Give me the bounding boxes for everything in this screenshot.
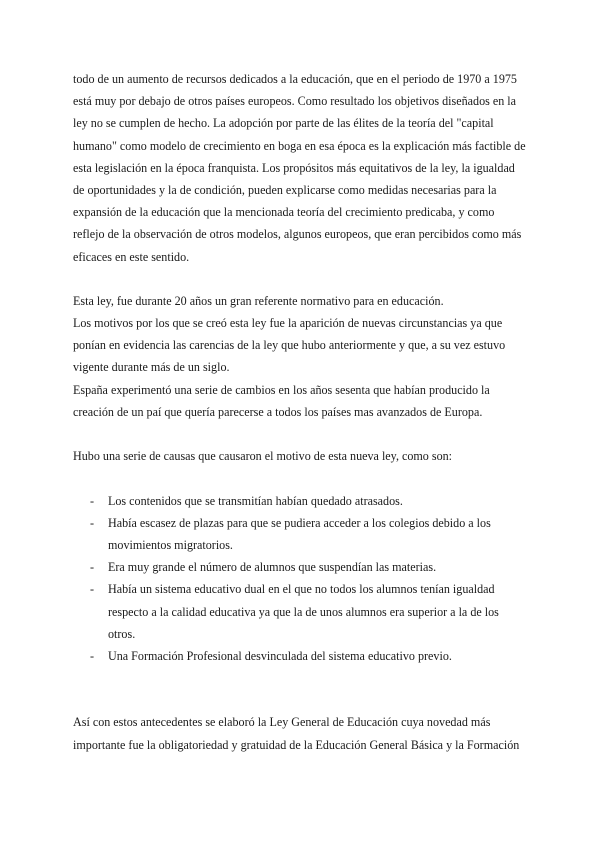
text-line: ponían en evidencia las carencias de la ley que hubo anteriormente y que, a su vez estuvo <box>73 338 506 353</box>
text-line: esta legislación en la época franquista. Los propósitos más equitativos de la ley, la igualdad <box>73 160 515 175</box>
paragraph-3 <box>73 445 533 467</box>
dash-bullet-icon: - <box>90 560 95 575</box>
list-item <box>73 645 533 667</box>
dash-bullet-icon: - <box>90 648 95 663</box>
text-line: reflejo de la observación de otros modelos, algunos europeos, que eran percibidos como más <box>73 227 522 242</box>
text-line: vigente durante más de un siglo. <box>73 360 230 375</box>
text-line: todo de un aumento de recursos dedicados a la educación, que en el periodo de 1970 a 1975 <box>73 72 517 86</box>
text-line: España experimentó una serie de cambios en los años sesenta que habían producido la <box>73 382 490 397</box>
list-item <box>73 578 533 645</box>
text-line: ley no se cumplen de hecho. La adopción por parte de las élites de la teoría del "capital <box>73 116 494 131</box>
list-item <box>73 490 533 512</box>
text-line: Hubo una serie de causas que causaron el motivo de esta nueva ley, como son: <box>73 449 453 464</box>
paragraph-1 <box>73 68 533 268</box>
text-line: Esta ley, fue durante 20 años un gran referente normativo para en educación. <box>73 293 444 308</box>
text-line: eficaces en este sentido. <box>73 249 190 264</box>
paragraph-spacer <box>73 423 533 445</box>
paragraph-4 <box>73 711 533 755</box>
document-body <box>73 68 533 756</box>
text-line: Era muy grande el número de alumnos que suspendían las materias. <box>108 560 437 575</box>
text-line: Había un sistema educativo dual en el que no todos los alumnos tenían igualdad <box>108 582 495 597</box>
text-line: está muy por debajo de otros países europeos. Como resultado los objetivos diseñados en la <box>73 94 517 109</box>
text-line: humano" como modelo de crecimiento en boga en esa época es la explicación más factible de <box>73 138 526 153</box>
text-line: Los contenidos que se transmitían habían quedado atrasados. <box>108 493 403 508</box>
text-line: Había escasez de plazas para que se pudiera acceder a los colegios debido a los <box>108 515 491 530</box>
dash-bullet-icon: - <box>90 493 95 508</box>
text-line: respecto a la calidad educativa ya que la de unos alumnos era superior a la de los <box>108 604 499 619</box>
text-line: expansión de la educación que la mencionada teoría del crecimiento predicaba, y como <box>73 205 495 220</box>
paragraph-spacer <box>73 467 533 489</box>
text-line: importante fue la obligatoriedad y gratuidad de la Educación General Básica y la Formación <box>73 737 520 752</box>
text-line: otros. <box>108 626 136 641</box>
text-line: creación de un paí que quería parecerse a todos los países mas avanzados de Europa. <box>73 404 483 419</box>
paragraph-2 <box>73 290 533 423</box>
causes-list <box>73 490 533 668</box>
text-line: de oportunidades y la de condición, pueden explicarse como medidas necesarias para la <box>73 182 497 197</box>
text-line: movimientos migratorios. <box>108 537 233 552</box>
dash-bullet-icon: - <box>90 582 95 597</box>
list-item <box>73 556 533 578</box>
text-line: Una Formación Profesional desvinculada del sistema educativo previo. <box>108 648 452 663</box>
paragraph-spacer <box>73 667 533 711</box>
paragraph-spacer <box>73 268 533 290</box>
dash-bullet-icon: - <box>90 515 95 530</box>
text-line: Así con estos antecedentes se elaboró la Ley General de Educación cuya novedad más <box>73 715 491 730</box>
list-item <box>73 512 533 556</box>
text-line: Los motivos por los que se creó esta ley fue la aparición de nuevas circunstancias ya que <box>73 316 503 331</box>
